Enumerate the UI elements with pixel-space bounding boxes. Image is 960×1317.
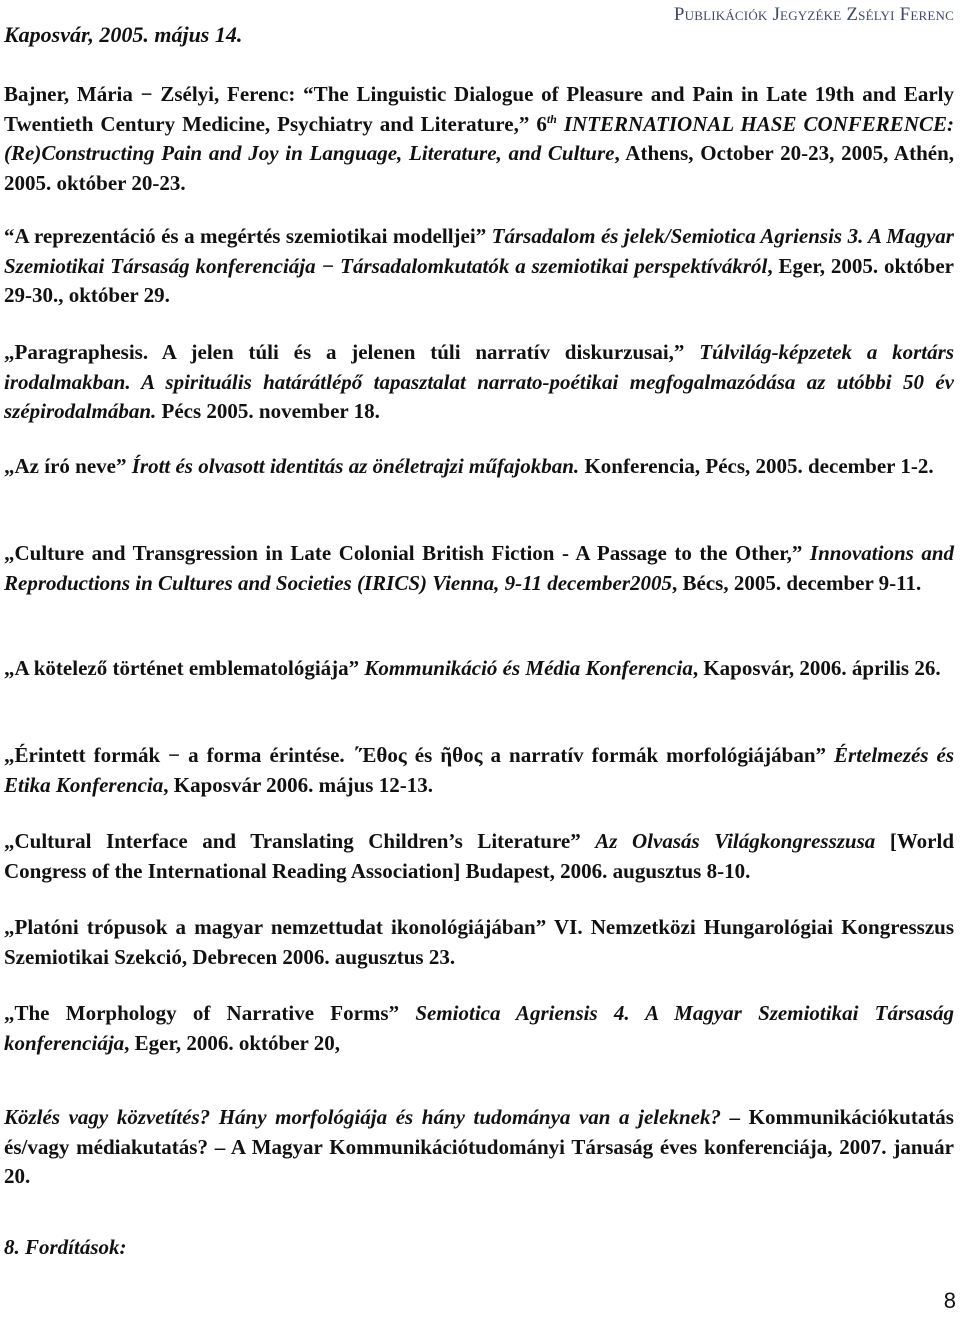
publication-entry <box>4 452 954 482</box>
publication-entry <box>4 999 954 1058</box>
publication-entry <box>4 539 954 598</box>
publication-entry <box>4 827 954 886</box>
publication-entry <box>4 338 954 427</box>
publication-entry <box>4 654 954 684</box>
entry-text: „Az író neve” <box>4 454 132 478</box>
entry-text-end: , Kaposvár, 2006. április 26. <box>692 656 941 680</box>
entry-text-end: , Kaposvár 2006. május 12-13. <box>163 772 433 797</box>
page-number: 8 <box>943 1288 956 1313</box>
entry-italic-text: Közlés vagy közvetítés? Hány morfológiája és hány tudománya van a jeleknek? <box>4 1105 721 1129</box>
header-title: Publikációk Jegyzéke Zsélyi Ferenc <box>673 4 954 25</box>
entry-italic-text: Semiotica Agriensis 4. A Magyar Szemiotikai Társaság konferenciája <box>4 1001 954 1055</box>
entry-text: Bajner, Mária − Zsélyi, Ferenc: “The Linguistic Dialogue of Pleasure and Pain in Late 19th and Early Twentieth Century Medicine, Psychiatry and Literature,” 6 <box>4 82 954 136</box>
entry-italic-text: Társadalom és jelek/Semiotica Agriensis 3. A Magyar Szemiotikai Társaság konferenciája − Társadalomkutatók a szemiotikai perspektívákról <box>4 224 954 278</box>
entry-text: „The Morphology of Narrative Forms” <box>4 1001 416 1025</box>
entry-text-end: , Bécs, 2005. december 9-11. <box>672 570 922 595</box>
publication-entry <box>4 1103 954 1192</box>
entry-italic-text: INTERNATIONAL HASE CONFERENCE: (Re)Constructing Pain and Joy in Language, Literature, and Culture <box>4 111 954 165</box>
publication-entry <box>4 741 954 800</box>
entry-text-end: [World Congress of the International Reading Association] Budapest, 2006. augusztus 8-10. <box>4 829 954 883</box>
entry-italic-text: Kommunikáció és Média Konferencia <box>364 656 693 680</box>
entry-text-end: , Athens, October 20-23, 2005, Athén, 2005. október 20-23. <box>4 141 954 195</box>
entry-text-end: , Eger, 2006. október 20, <box>124 1030 340 1055</box>
publication-entry <box>4 80 954 198</box>
entry-text: „Culture and Transgression in Late Colonial British Fiction - A Passage to the Other,” <box>4 541 810 565</box>
entry-text: „Érintett formák − a forma érintése. ΄Έθος és ῆθος a narratív formák morfológiájában” <box>4 743 835 767</box>
entry-text: “A reprezentáció és a megértés szemiotikai modelljei” <box>4 224 492 248</box>
entry-text: „Cultural Interface and Translating Children’s Literature” <box>4 829 596 853</box>
entry-text-end: – Kommunikációkutatás és/vagy médiakutatás? – A Magyar Kommunikációtudományi Társaság éves konferenciája, 2007. január 20. <box>4 1105 954 1188</box>
entry-text: „Platóni trópusok a magyar nemzettudat ikonológiájában” VI. Nemzetközi Hungarológiai Kongresszus Szemiotikai Szekció, Debrecen 2006. augusztus 23. <box>4 915 954 969</box>
publication-entry <box>4 222 954 311</box>
entry-italic-text: Írott és olvasott identitás az önéletrajzi műfajokban. <box>131 454 580 478</box>
entry-superscript: th <box>546 111 557 126</box>
entry-italic-text: Innovations and Reproductions in Cultures and Societies (IRICS) Vienna, 9-11 december2005 <box>4 541 954 595</box>
publication-entry <box>4 913 954 972</box>
entry-text-end: , Eger, 2005. október 29-30., október 29. <box>4 253 954 307</box>
header-date: Kaposvár, 2005. május 14. <box>4 22 243 47</box>
entry-text-end: Konferencia, Pécs, 2005. december 1-2. <box>579 454 934 478</box>
entry-italic-text: Értelmezés és Etika Konferencia <box>4 743 955 797</box>
section-heading: 8. Fordítások: <box>4 1235 127 1259</box>
entry-text: „A kötelező történet emblematológiája” <box>4 656 365 680</box>
entry-text-end: Pécs 2005. november 18. <box>156 399 380 423</box>
entry-text: „Paragraphesis. A jelen túli és a jelenen túli narratív diskurzusai,” <box>4 340 700 364</box>
entry-italic-text: Az Olvasás Világkongresszusa <box>595 829 876 853</box>
entry-italic-text: Túlvilág-képzetek a kortárs irodalmakban. A spirituális határátlépő tapasztalat narrato-poétikai megfogalmazódása az utóbbi 50 év szépirodalmában. <box>4 340 954 423</box>
